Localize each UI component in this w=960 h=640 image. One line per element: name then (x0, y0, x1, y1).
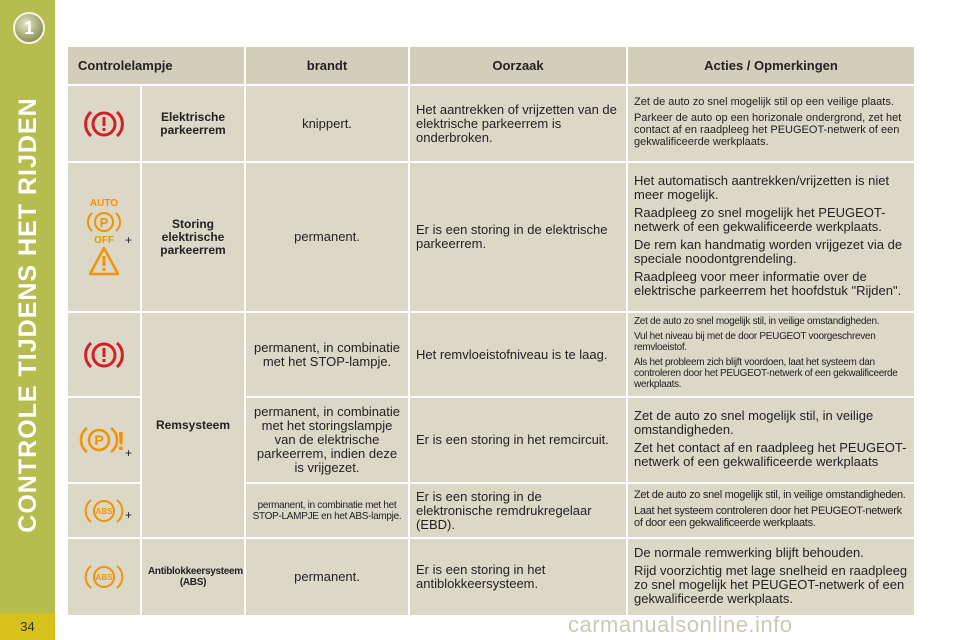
header-controlelampje: Controlelampje (67, 46, 245, 85)
header-oorzaak: Oorzaak (409, 46, 627, 85)
lamp-name: Remsysteem (141, 312, 245, 538)
action-text: Vul het niveau bij met de door PEUGEOT voorgeschreven remvloeistof. (634, 331, 876, 353)
table-header-row (67, 46, 915, 85)
page-number: 34 (0, 613, 55, 640)
lamp-state: permanent, in combinatie met het STOP-lampje. (245, 312, 409, 397)
lamp-name: Storing elektrische parkeerrem (141, 162, 245, 312)
plus-sign: + (124, 233, 132, 247)
lamp-actions (627, 85, 915, 162)
action-text: Laat het systeem controleren door het PEUGEOT-netwerk of door een gekwalificeerde werkplaats. (634, 505, 902, 529)
lamp-actions (627, 162, 915, 312)
lamp-state: permanent. (245, 538, 409, 616)
lamp-cause: Het aantrekken of vrijzetten van de elektrische parkeerrem is onderbroken. (409, 85, 627, 162)
action-text: Zet de auto zo snel mogelijk stil, in veilige omstandigheden. (634, 316, 880, 327)
plus-sign: + (124, 446, 132, 460)
lamp-cause: Er is een storing in de elektrische parkeerrem. (409, 162, 627, 312)
chapter-sidebar (0, 0, 55, 640)
lamp-state: permanent, in combinatie met het storingslampje van de elektrische parkeerrem, indien deze is vrijgezet. (245, 397, 409, 483)
table-row (67, 538, 915, 616)
icon-cell (67, 483, 141, 538)
exclamation-label: ! (116, 426, 126, 456)
lamp-state: permanent, in combinatie met het STOP-LAMPJE en het ABS-lampje. (245, 483, 409, 538)
lamp-state: permanent. (245, 162, 409, 312)
chapter-badge: 1 (13, 12, 45, 44)
lamp-state: knippert. (245, 85, 409, 162)
icon-cell (67, 85, 141, 162)
watermark-url: carmanualsonline.info (568, 612, 793, 637)
lamp-cause: Er is een storing in de elektronische remdrukregelaar (EBD). (409, 483, 627, 538)
header-acties: Acties / Opmerkingen (627, 46, 915, 85)
p-label: P (94, 432, 104, 448)
brake-warning-red-icon (84, 337, 124, 373)
auto-label: AUTO (89, 198, 119, 209)
header-brandt: brandt (245, 46, 409, 85)
icon-cell (67, 538, 141, 616)
action-text: De rem kan handmatig worden vrijgezet via de speciale noodontgrendeling. (634, 236, 903, 266)
lamp-cause: Er is een storing in het antiblokkeersysteem. (409, 538, 627, 616)
action-text: Parkeer de auto op een horizonale ondergrond, zet het contact af en raadpleeg het PEUGEOT-netwerk of een gekwalificeerde werkplaats. (634, 112, 902, 148)
plus-sign: + (124, 508, 132, 522)
abs-label: ABS (95, 573, 113, 582)
lamp-actions (627, 538, 915, 616)
abs-label: ABS (95, 506, 113, 516)
auto-p-off-icon (81, 197, 127, 245)
table-row (67, 162, 915, 312)
warning-triangle-icon (87, 245, 121, 277)
p-label: P (99, 215, 109, 230)
lamp-actions (627, 312, 915, 397)
action-text: Zet de auto zo snel mogelijk stil, in veilige omstandigheden. (634, 489, 906, 501)
action-text: Het automatisch aantrekken/vrijzetten is niet meer mogelijk. (634, 172, 890, 202)
chapter-title: CONTROLE TIJDENS HET RIJDEN (14, 97, 42, 533)
icon-cell (67, 312, 141, 397)
lamp-cause: Er is een storing in het remcircuit. (409, 397, 627, 483)
abs-orange-icon (84, 562, 124, 592)
table-row (67, 312, 915, 397)
parking-brake-orange-icon (79, 422, 129, 458)
action-text: Zet het contact af en raadpleeg het PEUGEOT-netwerk of een gekwalificeerde werkplaats (634, 439, 907, 469)
action-text: Rijd voorzichtig met lage snelheid en raadpleeg zo snel mogelijk het PEUGEOT-netwerk of een gekwalificeerde werkplaats. (634, 562, 908, 606)
action-text: Zet de auto zo snel mogelijk stil op een veilige plaats. (634, 96, 894, 108)
icon-cell (67, 397, 141, 483)
lamp-cause: Het remvloeistofniveau is te laag. (409, 312, 627, 397)
icon-cell (67, 162, 141, 312)
action-text: Raadpleeg voor meer informatie over de elektrische parkeerrem het hoofdstuk "Rijden". (634, 268, 902, 298)
abs-orange-icon (84, 496, 124, 526)
table-row (67, 85, 915, 162)
lamp-actions (627, 397, 915, 483)
brake-warning-red-icon (84, 106, 124, 142)
action-text: Als het probleem zich blijft voordoen, laat het systeem dan controleren door het PEUGEOT-netwerk of een gekwalificeerde werkplaats. (634, 357, 898, 390)
warning-lights-table (66, 45, 916, 613)
lamp-name: Elektrische parkeerrem (141, 85, 245, 162)
action-text: Raadpleeg zo snel mogelijk het PEUGEOT-netwerk of een gekwalificeerde werkplaats. (634, 204, 886, 234)
action-text: De normale remwerking blijft behouden. (634, 544, 864, 560)
lamp-actions (627, 483, 915, 538)
off-label: OFF (94, 235, 114, 245)
lamp-name: Antiblokkeersysteem (ABS) (141, 538, 245, 616)
action-text: Zet de auto zo snel mogelijk stil, in veilige omstandigheden. (634, 407, 874, 437)
